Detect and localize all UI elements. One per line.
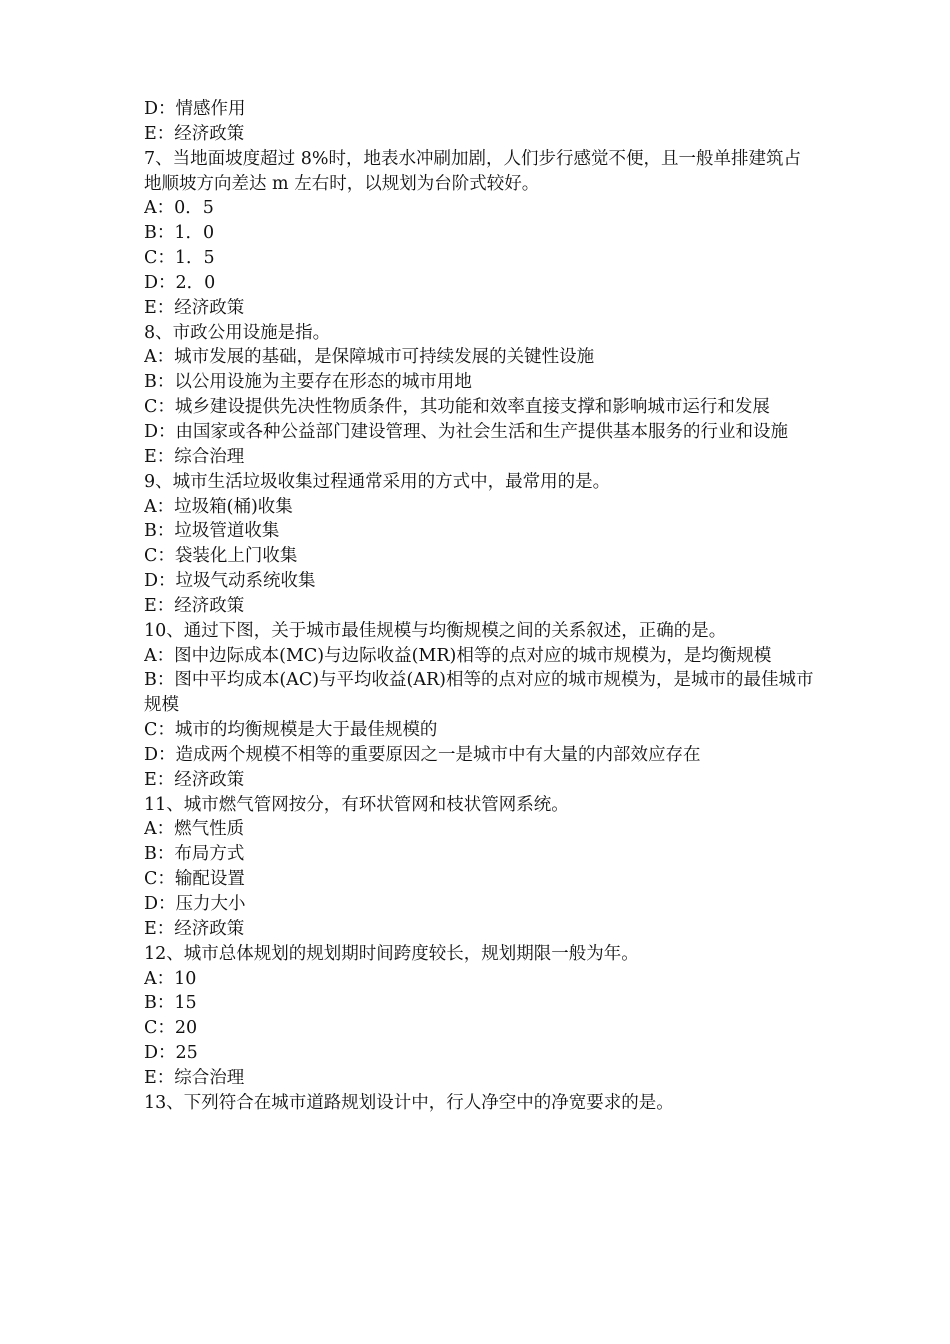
option-b-q7: B：1．0 bbox=[144, 223, 215, 244]
option-d-q12: D：25 bbox=[144, 1043, 198, 1064]
option-e-q11: E：经济政策 bbox=[144, 918, 245, 939]
option-e-q9: E：经济政策 bbox=[144, 595, 245, 616]
option-d-q11: D：压力大小 bbox=[144, 894, 246, 914]
option-a-q12: A：10 bbox=[144, 968, 197, 989]
option-d-q8: D：由国家或各种公益部门建设管理、为社会生活和生产提供基本服务的行业和设施 bbox=[144, 421, 789, 442]
question-7: 7、当地面坡度超过 8%时，地表水冲刷加剧，人们步行感觉不便，且一般单排建筑占地顺坡方向差达 m 左右时，以规划为台阶式较好。 bbox=[144, 148, 801, 194]
option-e-q10: E：经济政策 bbox=[144, 769, 245, 790]
option-b-q8: B：以公用设施为主要存在形态的城市用地 bbox=[144, 372, 472, 393]
question-10: 10、通过下图，关于城市最佳规模与均衡规模之间的关系叙述，正确的是。 bbox=[144, 620, 727, 641]
option-d-q9: D：垃圾气动系统收集 bbox=[144, 571, 316, 592]
option-c-q11: C：输配设置 bbox=[144, 869, 245, 890]
option-a-q10: A：图中边际成本(MC)与边际收益(MR)相等的点对应的城市规模为，是均衡规模 bbox=[144, 645, 772, 666]
option-a-q8: A：城市发展的基础，是保障城市可持续发展的关键性设施 bbox=[144, 347, 595, 368]
option-c-q12: C：20 bbox=[144, 1018, 198, 1039]
question-13: 13、下列符合在城市道路规划设计中，行人净空中的净宽要求的是。 bbox=[144, 1092, 674, 1113]
option-c-q7: C：1．5 bbox=[144, 248, 215, 269]
option-a-q11: A：燃气性质 bbox=[144, 819, 245, 840]
option-c-q10: C：城市的均衡规模是大于最佳规模的 bbox=[144, 720, 438, 741]
question-11: 11、城市燃气管网按分，有环状管网和枝状管网系统。 bbox=[144, 794, 569, 815]
option-b-q11: B：布局方式 bbox=[144, 844, 245, 865]
option-d-q10: D：造成两个规模不相等的重要原因之一是城市中有大量的内部效应存在 bbox=[144, 744, 701, 765]
question-8: 8、市政公用设施是指。 bbox=[144, 322, 331, 343]
option-e-q6: E：经济政策 bbox=[144, 123, 245, 144]
question-12: 12、城市总体规划的规划期时间跨度较长，规划期限一般为年。 bbox=[144, 943, 639, 964]
option-e-q8: E：综合治理 bbox=[144, 446, 245, 467]
option-c-q9: C：袋装化上门收集 bbox=[144, 546, 298, 567]
option-d-q6: D：情感作用 bbox=[144, 99, 246, 119]
question-9: 9、城市生活垃圾收集过程通常采用的方式中，最常用的是。 bbox=[144, 471, 611, 492]
document-page bbox=[144, 97, 814, 1116]
option-c-q8: C：城乡建设提供先决性物质条件，其功能和效率直接支撑和影响城市运行和发展 bbox=[144, 397, 770, 418]
option-a-q7: A：0．5 bbox=[144, 198, 214, 219]
option-b-q10: B：图中平均成本(AC)与平均收益(AR)相等的点对应的城市规模为，是城市的最佳城市规模 bbox=[144, 670, 814, 716]
option-e-q12: E：综合治理 bbox=[144, 1067, 245, 1088]
option-b-q9: B：垃圾管道收集 bbox=[144, 521, 280, 542]
option-a-q9: A：垃圾箱(桶)收集 bbox=[144, 496, 293, 517]
option-b-q12: B：15 bbox=[144, 993, 197, 1014]
option-d-q7: D：2．0 bbox=[144, 272, 216, 293]
option-e-q7: E：经济政策 bbox=[144, 297, 245, 318]
